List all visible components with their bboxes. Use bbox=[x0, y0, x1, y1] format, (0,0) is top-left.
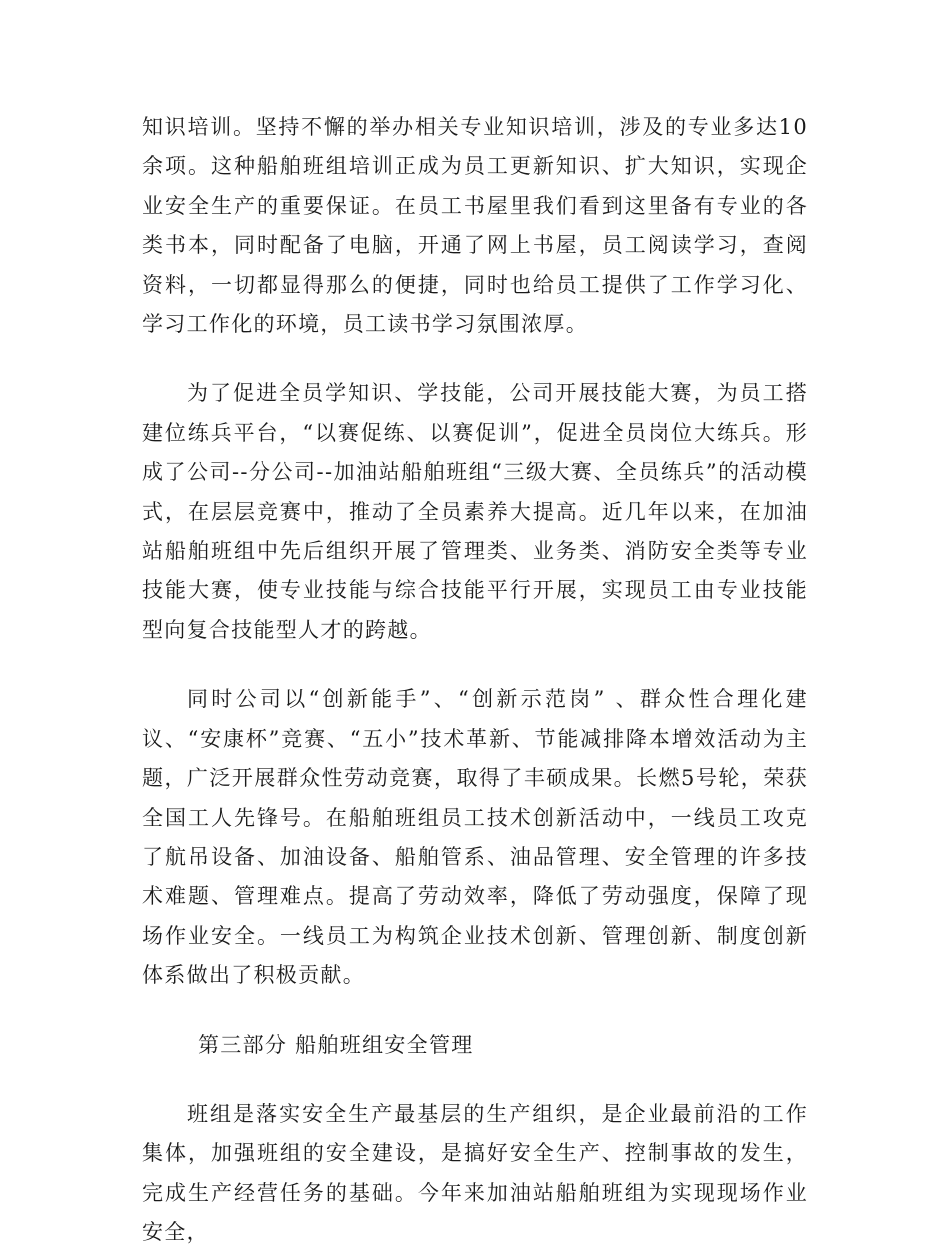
paragraph-training: 知识培训。坚持不懈的举办相关专业知识培训，涉及的专业多达10余项。这种船舶班组培训正成为员工更新知识、扩大知识，实现企业安全生产的重要保证。在员工书屋里我们看到这里备有专业的各类书本，同时配备了电脑，开通了网上书屋，员工阅读学习，查阅资料，一切都显得那么的便捷，同时也给员工提供了工作学习化、学习工作化的环境，员工读书学习氛围浓厚。 bbox=[142, 115, 808, 337]
paragraph-safety-intro: 班组是落实安全生产最基层的生产组织，是企业最前沿的工作集体，加强班组的安全建设，是搞好安全生产、控制事故的发生，完成生产经营任务的基础。今年来加油站船舶班组为实现现场作业安全， bbox=[142, 1101, 808, 1245]
paragraph-innovation: 同时公司以“创新能手”、“创新示范岗” 、群众性合理化建议、“安康杯”竞赛、“五小”技术革新、节能减排降本增效活动为主题，广泛开展群众性劳动竞赛，取得了丰硕成果。长燃5号轮，荣获全国工人先锋号。在船舶班组员工技术创新活动中，一线员工攻克了航吊设备、加油设备、船舶管系、油品管理、安全管理的许多技术难题、管理难点。提高了劳动效率，降低了劳动强度，保障了现场作业安全。一线员工为构筑企业技术创新、管理创新、制度创新体系做出了积极贡献。 bbox=[142, 687, 808, 988]
paragraph-gap bbox=[142, 996, 808, 1026]
section-heading: 第三部分 船舶班组安全管理 bbox=[198, 1032, 474, 1057]
paragraph-skills-contest: 为了促进全员学知识、学技能，公司开展技能大赛，为员工搭建位练兵平台，“以赛促练、以赛促训”，促进全员岗位大练兵。形成了公司--分公司--加油站船舶班组“三级大赛、全员练兵”的活动模式，在层层竞赛中，推动了全员素养大提高。近几年以来，在加油站船舶班组中先后组织开展了管理类、业务类、消防安全类等专业技能大赛，使专业技能与综合技能平行开展，实现员工由专业技能型向复合技能型人才的跨越。 bbox=[142, 381, 808, 642]
paragraph-gap bbox=[142, 650, 808, 680]
document-page bbox=[142, 108, 808, 1253]
paragraph-gap bbox=[142, 1065, 808, 1095]
paragraph-gap bbox=[142, 344, 808, 374]
